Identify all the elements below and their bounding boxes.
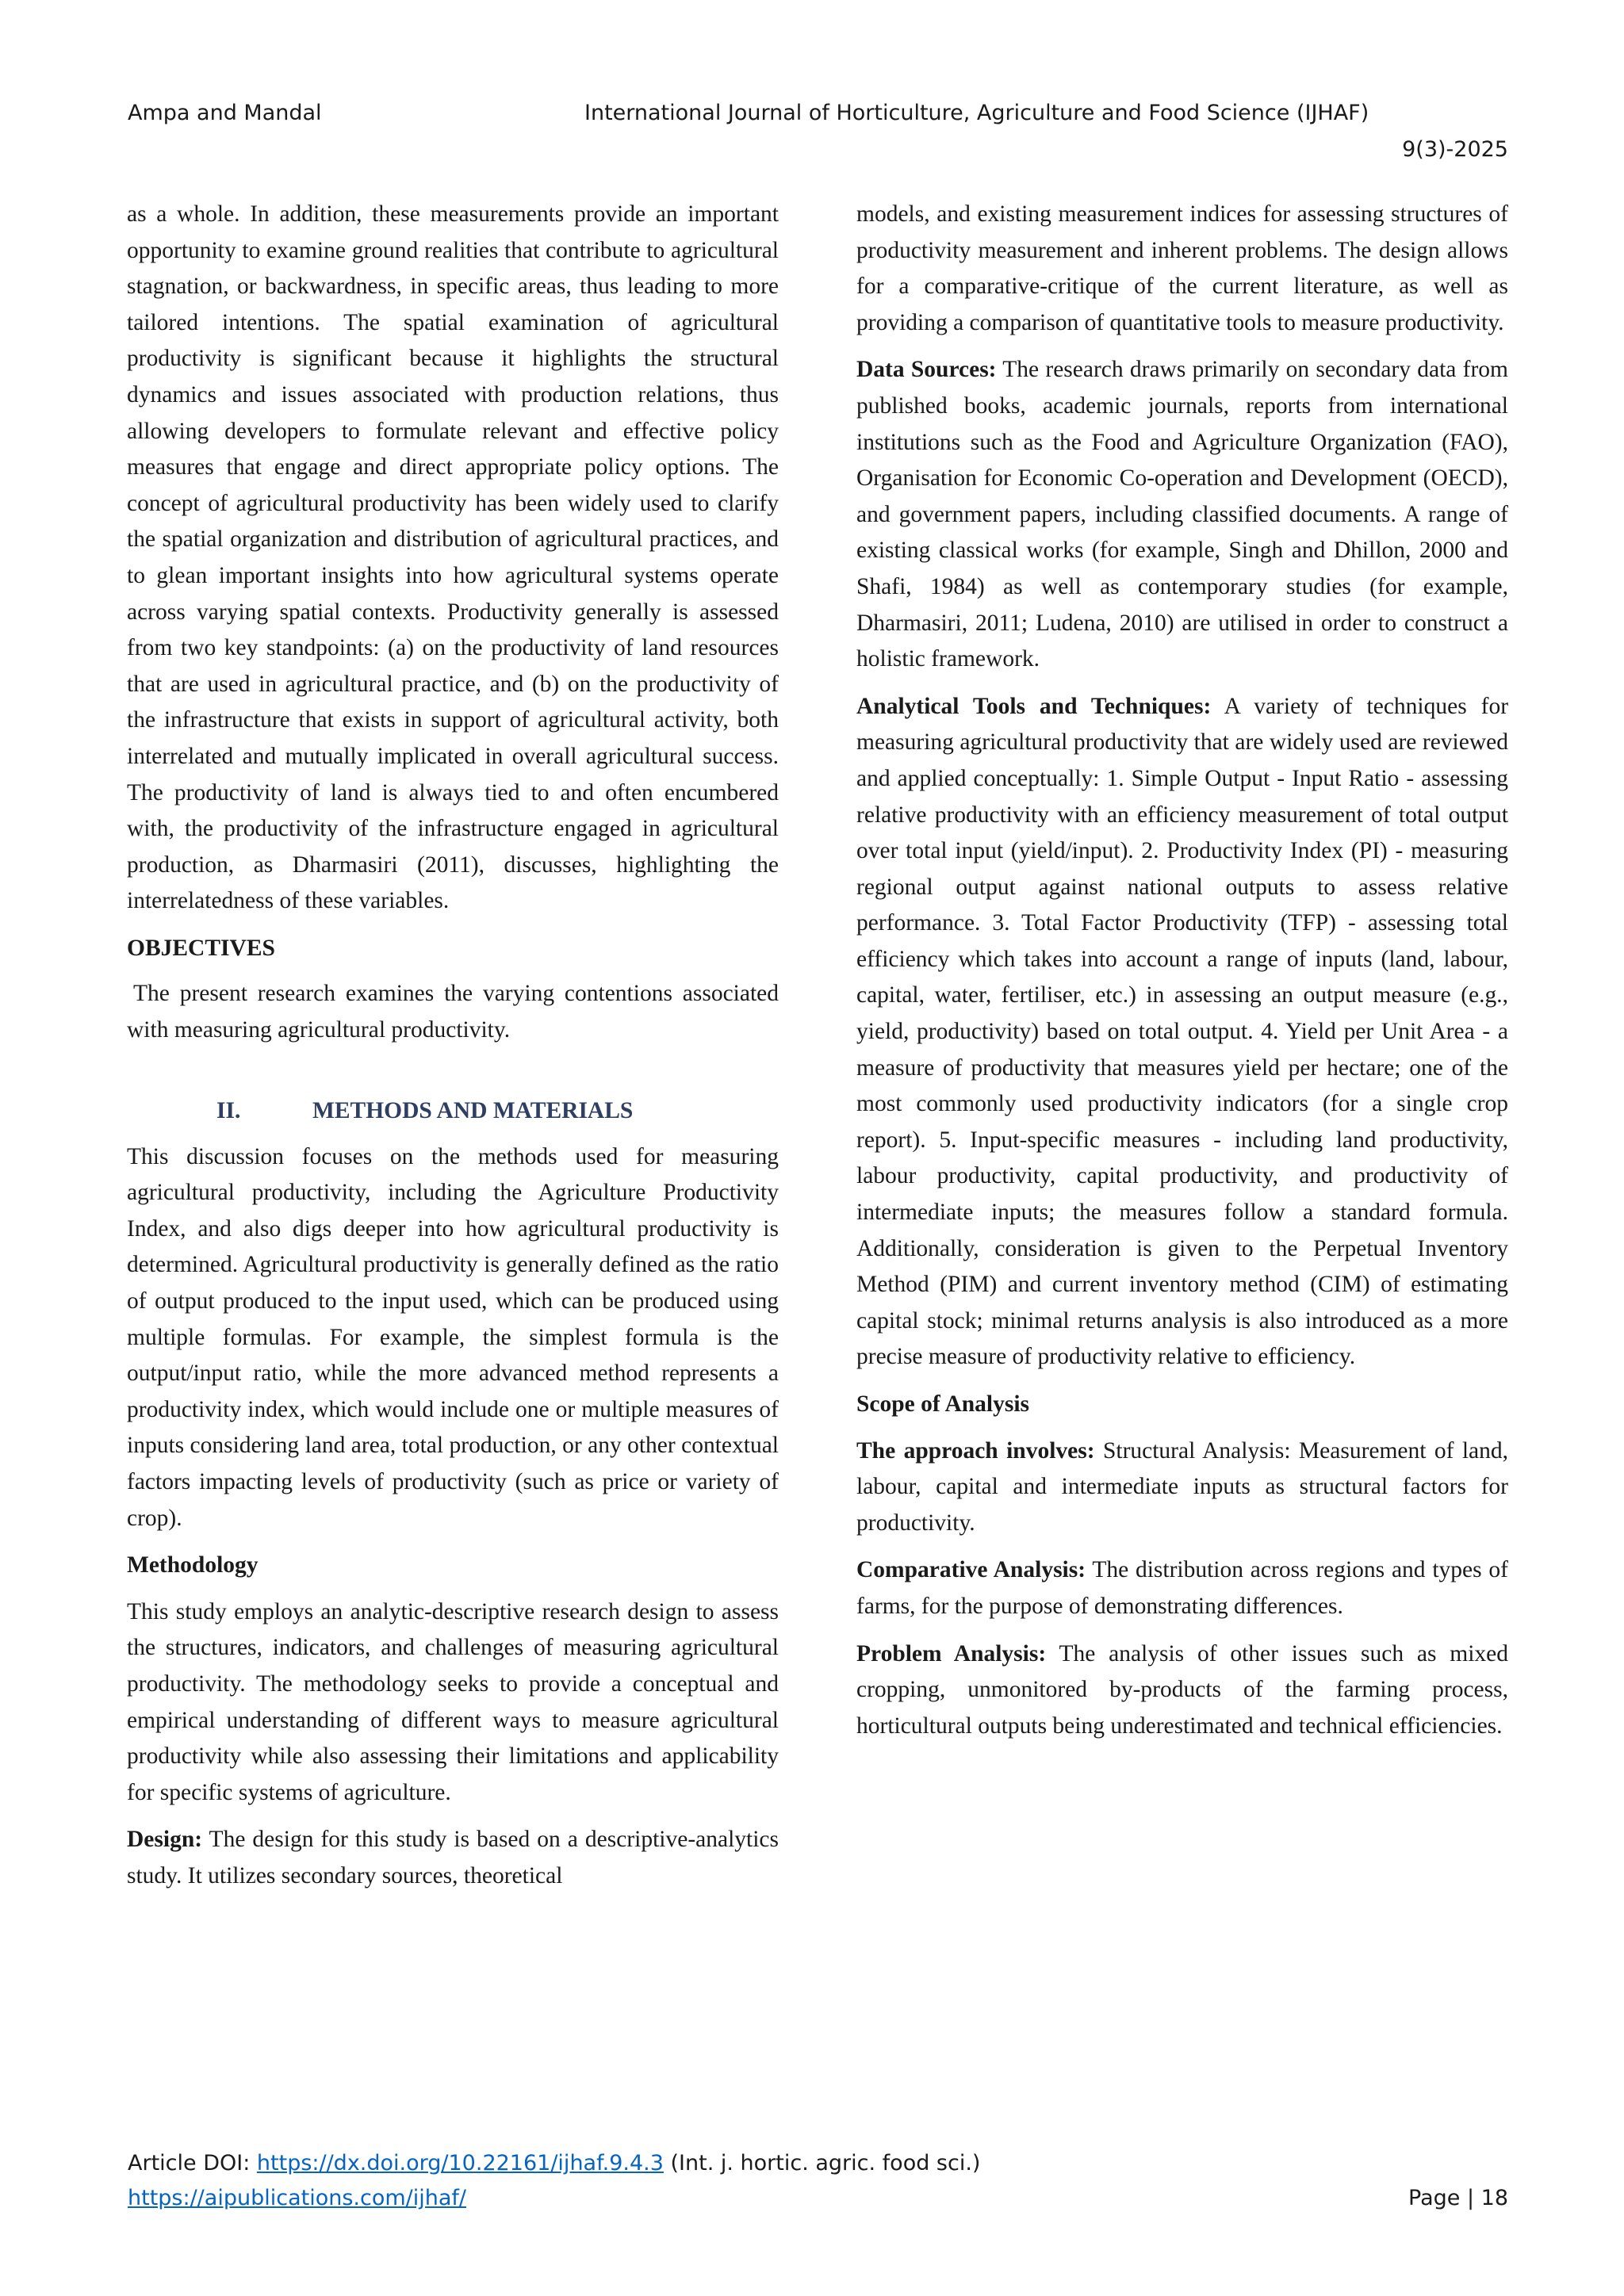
approach-text: Structural Analysis: Measurement of land, labour, capital and intermediate inputs as structural factors for productivity. <box>856 1437 1509 1536</box>
methodology-paragraph: This study employs an analytic-descriptive research design to assess the structures, indicators, and challenges of measuring agricultural productivity. The methodology seeks to provide a conceptual and empirical understanding of different ways to measure agricultural productivity while also assessing their limitations and applicability for specific systems of agriculture. <box>127 1598 779 1805</box>
tools-label: Analytical Tools and Techniques: <box>856 693 1212 719</box>
doi-suffix: (Int. j. hortic. agric. food sci.) <box>670 2151 981 2175</box>
design-paragraph <box>127 1822 779 1894</box>
objectives-heading: OBJECTIVES <box>127 935 275 961</box>
objectives-paragraph: The present research examines the varying contentions associated with measuring agricultural productivity. <box>127 981 779 1043</box>
header-authors: Ampa and Mandal <box>128 101 322 125</box>
tools-paragraph <box>856 689 1508 1376</box>
problem-label: Problem Analysis: <box>856 1640 1047 1667</box>
scope-heading: Scope of Analysis <box>856 1391 1030 1417</box>
header-journal-title: International Journal of Horticulture, Agriculture and Food Science (IJHAF) <box>584 101 1369 125</box>
page-number: Page | 18 <box>1408 2186 1508 2210</box>
section-title: METHODS AND MATERIALS <box>312 1097 634 1123</box>
data-sources-text: The research draws primarily on secondary data from published books, academic journals, reports from international institutions such as the Food and Agriculture Organization (FAO), Organisation for Economic Co-operation and Development (OECD), and government papers, including classified documents. A range of existing classical works (for example, Singh and Dhillon, 2000 and Shafi, 1984) as well as contemporary studies (for example, Dharmasiri, 2011; Ludena, 2010) are utilised in order to construct a holistic framework. <box>856 357 1508 672</box>
intro-paragraph: as a whole. In addition, these measurements provide an important opportunity to examine ground realities that contribute to agricultural stagnation, or backwardness, in specific areas, thus leading to more tailored intentions. The spatial examination of agricultural productivity is significant because it highlights the structural dynamics and issues associated with production relations, thus allowing developers to formulate relevant and effective policy measures that engage and direct appropriate policy options. The concept of agricultural productivity has been widely used to clarify the spatial organization and distribution of agricultural practices, and to glean important insights into how agricultural systems operate across varying spatial contexts. Productivity generally is assessed from two key standpoints: (a) on the productivity of land resources that are used in agricultural practice, and (b) on the productivity of the infrastructure that exists in support of agricultural activity, both interrelated and mutually implicated in overall agricultural success. The productivity of land is always tied to and often encumbered with, the productivity of the infrastructure engaged in agricultural production, as Dharmasiri (2011), discusses, highlighting the interrelatedness of these variables. <box>127 201 779 914</box>
comparative-label: Comparative Analysis: <box>856 1557 1086 1583</box>
right-column <box>856 197 1508 1755</box>
problem-text: The analysis of other issues such as mixed cropping, unmonitored by-products of the farming process, horticultural outputs being underestimated and technical efficiencies. <box>856 1640 1509 1739</box>
doi-link[interactable]: https://dx.doi.org/10.22161/ijhaf.9.4.3 <box>256 2151 664 2175</box>
tools-text: A variety of techniques for measuring agricultural productivity that are widely used are reviewed and applied conceptually: 1. Simple Output - Input Ratio - assessing relative productivity with an efficiency measurement of total output over total input (yield/input). 2. Productivity Index (PI) - measuring regional output against national outputs to assess relative performance. 3. Total Factor Productivity (TFP) - assessing total efficiency which takes into account a range of inputs (land, labour, capital, water, fertiliser, etc.) in assessing an output measure (e.g., yield, productivity) based on total output. 4. Yield per Unit Area - a measure of productivity that measures yield per hectare; one of the most commonly used productivity indicators (for a single crop report). 5. Input-specific measures - including land productivity, labour productivity, capital productivity, and productivity of intermediate inputs; the measures follow a standard formula. Additionally, consideration is given to the Perpetual Inventory Method (PIM) and current inventory method (CIM) of estimating capital stock; minimal returns analysis is also introduced as a more precise measure of productivity relative to efficiency. <box>856 693 1509 1370</box>
data-sources-paragraph <box>856 352 1508 677</box>
design-continuation-paragraph: models, and existing measurement indices for assessing structures of productivity measurement and inherent problems. The design allows for a comparative-critique of the current literature, as well as providing a comparison of quantitative tools to measure productivity. <box>856 201 1508 335</box>
methodology-heading: Methodology <box>127 1552 259 1578</box>
journal-site-link[interactable]: https://aipublications.com/ijhaf/ <box>128 2186 467 2210</box>
approach-paragraph <box>856 1433 1508 1542</box>
approach-label: The approach involves: <box>856 1437 1095 1464</box>
methods-paragraph: This discussion focuses on the methods used for measuring agricultural productivity, including the Agriculture Productivity Index, and also digs deeper into how agricultural productivity is determined. Agricultural productivity is generally defined as the ratio of output produced to the input used, which can be produced using multiple formulas. For example, the simplest formula is the output/input ratio, while the more advanced method represents a productivity index, which would include one or multiple measures of inputs considering land area, total production, or any other contextual factors impacting levels of productivity (such as price or variety of crop). <box>127 1143 779 1531</box>
design-text: The design for this study is based on a descriptive-analytics study. It utilizes secondary sources, theoretical <box>127 1827 779 1888</box>
problem-paragraph <box>856 1636 1508 1745</box>
left-column <box>127 197 779 1906</box>
footer-doi-line <box>128 2151 980 2175</box>
section-number: II. <box>216 1097 241 1123</box>
data-sources-label: Data Sources: <box>856 357 997 383</box>
header-issue: 9(3)-2025 <box>1402 137 1508 162</box>
comparative-paragraph <box>856 1552 1508 1624</box>
design-label: Design: <box>127 1827 203 1853</box>
section-heading <box>127 1093 779 1130</box>
comparative-text: The distribution across regions and types of farms, for the purpose of demonstrating differences. <box>856 1557 1508 1619</box>
doi-prefix: Article DOI: <box>128 2151 251 2175</box>
